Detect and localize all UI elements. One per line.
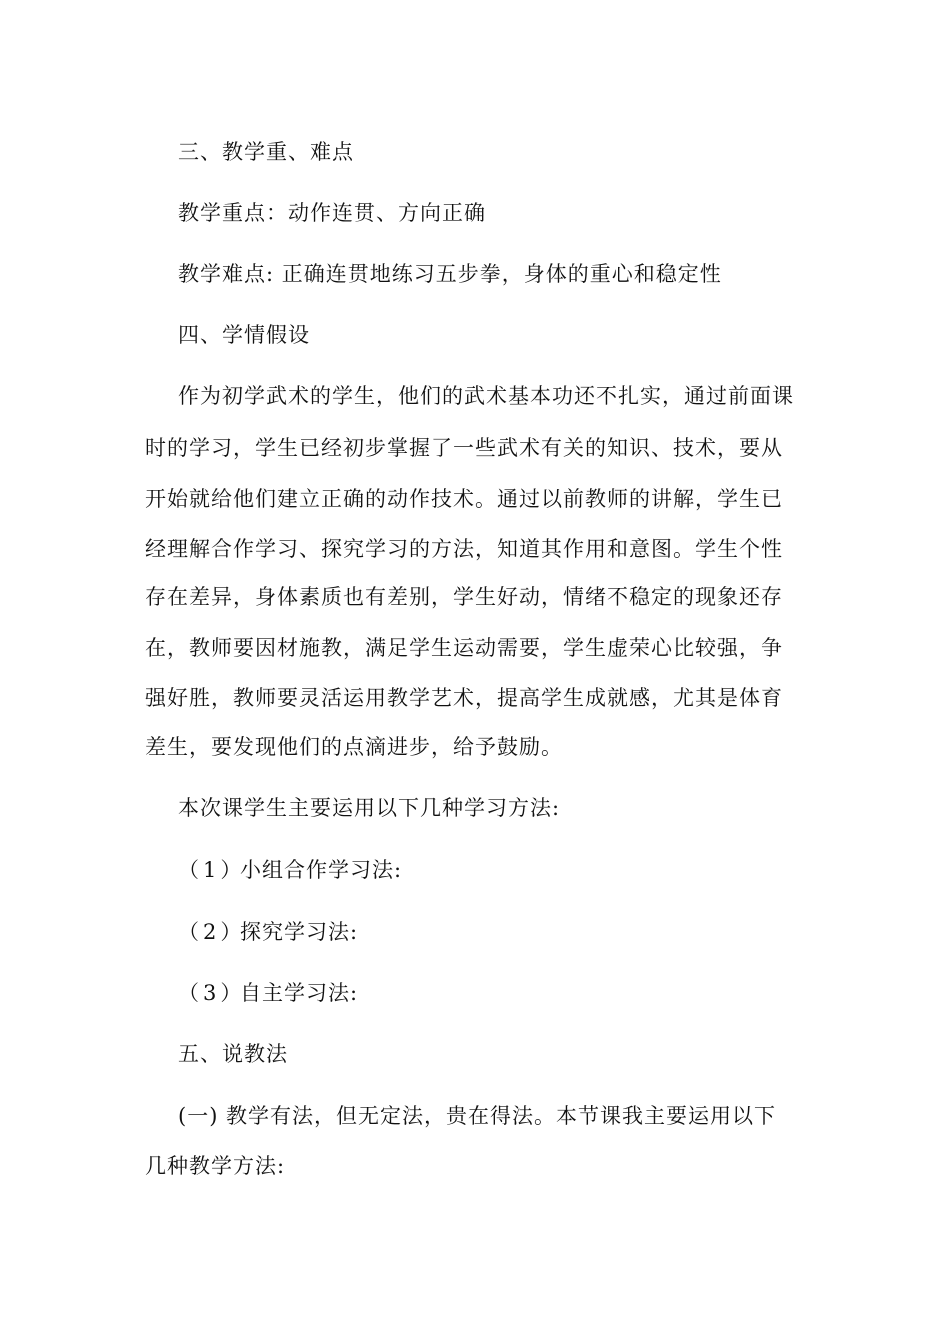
paragraph-line: 经理解合作学习、探究学习的方法，知道其作用和意图。学生个性	[145, 537, 783, 561]
section-heading-5: 五、说教法	[178, 1042, 288, 1066]
paragraph-line: 几种教学方法:	[145, 1154, 286, 1178]
paragraph-line: 开始就给他们建立正确的动作技术。通过以前教师的讲解，学生已	[145, 487, 783, 511]
method-number: （2）	[178, 920, 246, 944]
method-number: （1）	[178, 858, 246, 882]
paragraph-line: 差生，要发现他们的点滴进步，给予鼓励。	[145, 735, 563, 759]
methods-intro: 本次课学生主要运用以下几种学习方法:	[178, 796, 561, 820]
method-item	[178, 917, 848, 947]
section-heading-3: 三、教学重、难点	[178, 140, 354, 164]
method-text: 小组合作学习法:	[240, 858, 403, 882]
method-item	[178, 978, 848, 1008]
paragraph-line: 时的学习，学生已经初步掌握了一些武术有关的知识、技术，要从	[145, 436, 783, 460]
method-number: （3）	[178, 981, 246, 1005]
paragraph-line: 存在差异，身体素质也有差别，学生好动，情绪不稳定的现象还存	[145, 585, 783, 609]
section-heading-4: 四、学情假设	[178, 323, 310, 347]
paragraph-line: 在，教师要因材施教，满足学生运动需要，学生虚荣心比较强，争	[145, 636, 783, 660]
method-item	[178, 855, 848, 885]
key-point-line: 教学重点：动作连贯、方向正确	[178, 201, 486, 225]
paragraph-line: 强好胜，教师要灵活运用教学艺术，提高学生成就感，尤其是体育	[145, 686, 783, 710]
method-text: 探究学习法:	[240, 920, 359, 944]
difficult-point-line: 教学难点: 正确连贯地练习五步拳，身体的重心和稳定性	[178, 262, 722, 286]
paragraph-line: (一) 教学有法，但无定法，贵在得法。本节课我主要运用以下	[178, 1104, 777, 1128]
method-text: 自主学习法:	[240, 981, 359, 1005]
paragraph-line: 作为初学武术的学生，他们的武术基本功还不扎实，通过前面课	[178, 384, 794, 408]
